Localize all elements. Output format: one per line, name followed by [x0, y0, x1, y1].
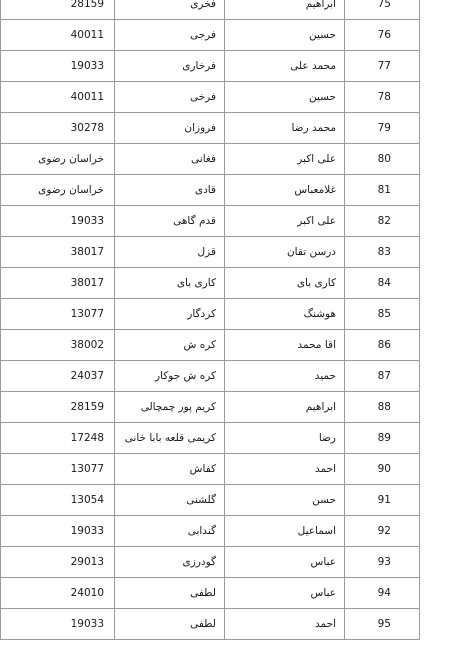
spacer-cell: [420, 268, 459, 299]
row-number-cell: 95: [345, 609, 420, 640]
first-name-cell: علی اکبر: [225, 206, 345, 237]
first-name-cell: ابراهیم: [225, 392, 345, 423]
row-number-cell: 79: [345, 113, 420, 144]
last-name-cell: فرخاری: [115, 51, 225, 82]
last-name-cell: لطفی: [115, 609, 225, 640]
spacer-cell: [420, 51, 459, 82]
table-row: [1, 547, 459, 578]
last-name-cell: کره ش: [115, 330, 225, 361]
code-cell: 13054: [1, 485, 115, 516]
row-number-cell: 92: [345, 516, 420, 547]
code-cell: خراسان رضوی: [1, 144, 115, 175]
last-name-cell: کفاش: [115, 454, 225, 485]
spacer-cell: [420, 578, 459, 609]
code-cell: 29013: [1, 547, 115, 578]
row-number-cell: 91: [345, 485, 420, 516]
code-cell: 13077: [1, 454, 115, 485]
table-row: [1, 237, 459, 268]
spacer-cell: [420, 20, 459, 51]
spacer-cell: [420, 547, 459, 578]
code-cell: 13077: [1, 299, 115, 330]
spacer-cell: [420, 485, 459, 516]
last-name-cell: فغانی: [115, 144, 225, 175]
row-number-cell: 87: [345, 361, 420, 392]
code-cell: 17248: [1, 423, 115, 454]
code-cell: 38002: [1, 330, 115, 361]
table-row: [1, 20, 459, 51]
first-name-cell: عباس: [225, 547, 345, 578]
spacer-cell: [420, 82, 459, 113]
table-row: [1, 361, 459, 392]
last-name-cell: کریم پور چمچالی: [115, 392, 225, 423]
table-row: [1, 113, 459, 144]
first-name-cell: هوشنگ: [225, 299, 345, 330]
row-number-cell: 83: [345, 237, 420, 268]
code-cell: 28159: [1, 0, 115, 20]
first-name-cell: علی اکبر: [225, 144, 345, 175]
code-cell: 19033: [1, 516, 115, 547]
first-name-cell: حمید: [225, 361, 345, 392]
spacer-cell: [420, 237, 459, 268]
last-name-cell: قادی: [115, 175, 225, 206]
table-row: [1, 609, 459, 640]
first-name-cell: حسین: [225, 20, 345, 51]
last-name-cell: قزل: [115, 237, 225, 268]
spacer-cell: [420, 113, 459, 144]
first-name-cell: رضا: [225, 423, 345, 454]
first-name-cell: محمد علی: [225, 51, 345, 82]
first-name-cell: غلامعباس: [225, 175, 345, 206]
spacer-cell: [420, 609, 459, 640]
table-row: [1, 51, 459, 82]
table-row: [1, 175, 459, 206]
table-row: [1, 268, 459, 299]
code-cell: 38017: [1, 268, 115, 299]
first-name-cell: ابراهیم: [225, 0, 345, 20]
spacer-cell: [420, 516, 459, 547]
table-row: [1, 392, 459, 423]
table-row: [1, 299, 459, 330]
last-name-cell: فرخی: [115, 82, 225, 113]
last-name-cell: کاری بای: [115, 268, 225, 299]
table-row: [1, 578, 459, 609]
last-name-cell: کره ش جوکار: [115, 361, 225, 392]
last-name-cell: گودرزی: [115, 547, 225, 578]
row-number-cell: 84: [345, 268, 420, 299]
spacer-cell: [420, 144, 459, 175]
first-name-cell: کاری بای: [225, 268, 345, 299]
spacer-cell: [420, 361, 459, 392]
row-number-cell: 77: [345, 51, 420, 82]
spacer-cell: [420, 392, 459, 423]
last-name-cell: فرجی: [115, 20, 225, 51]
row-number-cell: 82: [345, 206, 420, 237]
code-cell: 38017: [1, 237, 115, 268]
first-name-cell: احمد: [225, 454, 345, 485]
first-name-cell: حسن: [225, 485, 345, 516]
spacer-cell: [420, 175, 459, 206]
row-number-cell: 93: [345, 547, 420, 578]
first-name-cell: اسماعیل: [225, 516, 345, 547]
first-name-cell: درسن تقان: [225, 237, 345, 268]
row-number-cell: 86: [345, 330, 420, 361]
last-name-cell: فخری: [115, 0, 225, 20]
table-row: [1, 82, 459, 113]
spacer-cell: [420, 0, 459, 20]
spacer-cell: [420, 454, 459, 485]
first-name-cell: عباس: [225, 578, 345, 609]
last-name-cell: قدم گاهی: [115, 206, 225, 237]
table-row: [1, 485, 459, 516]
row-number-cell: 78: [345, 82, 420, 113]
last-name-cell: کردگار: [115, 299, 225, 330]
first-name-cell: حسین: [225, 82, 345, 113]
first-name-cell: محمد رضا: [225, 113, 345, 144]
code-cell: 24037: [1, 361, 115, 392]
table-row: [1, 516, 459, 547]
code-cell: 28159: [1, 392, 115, 423]
spacer-cell: [420, 206, 459, 237]
code-cell: 40011: [1, 20, 115, 51]
table-row: [1, 423, 459, 454]
last-name-cell: گندابی: [115, 516, 225, 547]
spacer-cell: [420, 330, 459, 361]
row-number-cell: 94: [345, 578, 420, 609]
row-number-cell: 88: [345, 392, 420, 423]
table-row: [1, 0, 459, 20]
first-name-cell: اقا محمد: [225, 330, 345, 361]
table-row: [1, 144, 459, 175]
table-row: [1, 454, 459, 485]
row-number-cell: 89: [345, 423, 420, 454]
last-name-cell: لطفی: [115, 578, 225, 609]
code-cell: 19033: [1, 206, 115, 237]
row-number-cell: 75: [345, 0, 420, 20]
code-cell: خراسان رضوی: [1, 175, 115, 206]
spacer-cell: [420, 299, 459, 330]
row-number-cell: 81: [345, 175, 420, 206]
last-name-cell: فروزان: [115, 113, 225, 144]
table-row: [1, 206, 459, 237]
last-name-cell: گلشنی: [115, 485, 225, 516]
code-cell: 24010: [1, 578, 115, 609]
spacer-cell: [420, 423, 459, 454]
row-number-cell: 76: [345, 20, 420, 51]
code-cell: 19033: [1, 51, 115, 82]
last-name-cell: کریمی قلعه بابا خانی: [115, 423, 225, 454]
code-cell: 40011: [1, 82, 115, 113]
row-number-cell: 85: [345, 299, 420, 330]
code-cell: 30278: [1, 113, 115, 144]
first-name-cell: احمد: [225, 609, 345, 640]
table-row: [1, 330, 459, 361]
row-number-cell: 90: [345, 454, 420, 485]
row-number-cell: 80: [345, 144, 420, 175]
records-table-body: [1, 0, 459, 640]
code-cell: 19033: [1, 609, 115, 640]
